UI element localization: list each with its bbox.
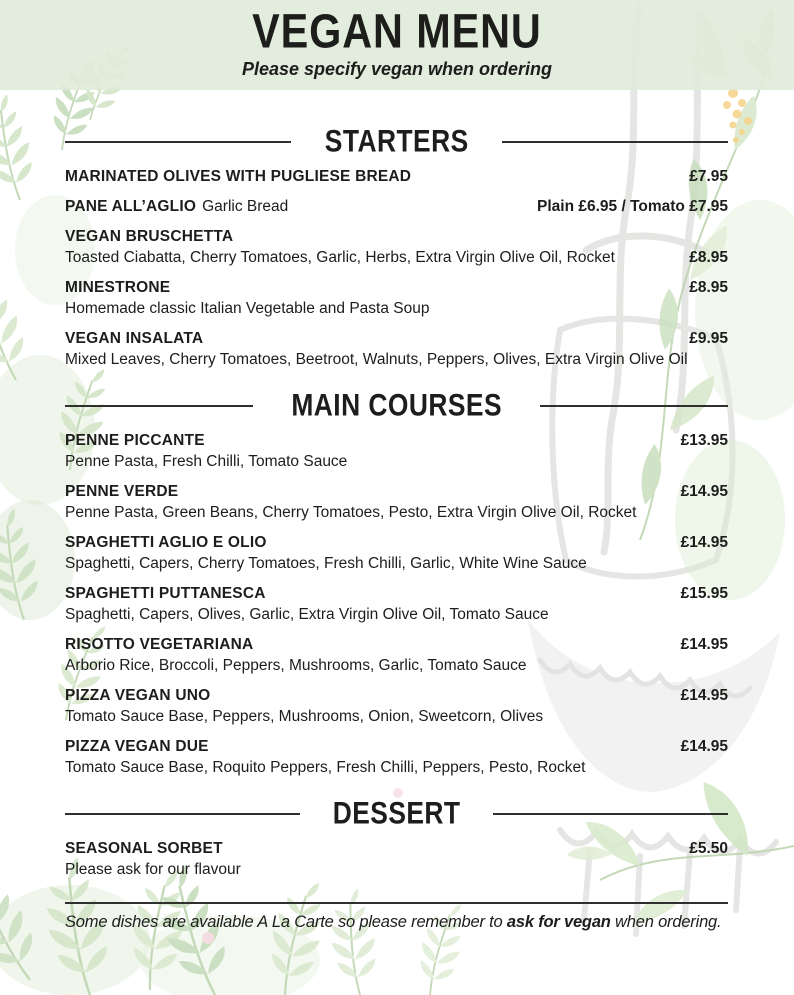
item-description: Spaghetti, Capers, Olives, Garlic, Extra Virgin Olive Oil, Tomato Sauce [65,606,549,623]
footer-note-suffix: when ordering. [610,913,722,931]
page-title: VEGAN MENU [252,3,542,59]
section-header-starters [65,123,728,159]
section-rule-left [65,813,300,815]
footer-note-bold: ask for vegan [506,913,611,931]
item-name: PENNE VERDE [65,483,179,500]
item-description: Arborio Rice, Broccoli, Peppers, Mushrooms, Garlic, Tomato Sauce [65,657,527,674]
item-price: £14.95 [680,738,728,755]
item-description: Mixed Leaves, Cherry Tomatoes, Beetroot, Walnuts, Peppers, Olives, Extra Virgin Olive Oil [65,351,688,368]
section-rule-left [65,405,253,407]
item-price: £14.95 [680,534,728,551]
menu-item-seasonal-sorbet [65,838,728,880]
item-price: £14.95 [680,687,728,704]
section-rule-right [540,405,728,407]
item-price: £8.95 [689,249,728,266]
item-description: Please ask for our flavour [65,861,241,878]
item-name-group [65,196,288,217]
menu-item-minestrone [65,277,728,319]
menu-item-vegan-bruschetta [65,226,728,268]
item-name: VEGAN BRUSCHETTA [65,228,234,245]
item-name-note: Garlic Bread [202,198,289,215]
menu-item-pizza-vegan-uno [65,685,728,727]
section-title: MAIN COURSES [291,387,502,423]
page-subtitle: Please specify vegan when ordering [241,59,553,79]
item-description: Tomato Sauce Base, Peppers, Mushrooms, Onion, Sweetcorn, Olives [65,708,544,725]
menu-item-vegan-insalata [65,328,728,370]
item-name: SEASONAL SORBET [65,840,223,857]
footer-note-prefix: Some dishes are available A La Carte so please remember to [65,913,507,931]
item-price: £7.95 [689,168,728,185]
section-rule-right [502,141,728,143]
item-description: Homemade classic Italian Vegetable and Pasta Soup [65,300,430,317]
section-rule-left [65,141,291,143]
item-price: £14.95 [680,483,728,500]
item-description: Penne Pasta, Fresh Chilli, Tomato Sauce [65,453,348,470]
item-name: PIZZA VEGAN UNO [65,687,211,704]
item-price: £15.95 [680,585,728,602]
menu-item-spaghetti-puttanesca [65,583,728,625]
item-name: PENNE PICCANTE [65,432,205,449]
section-title: DESSERT [332,795,461,831]
section-rule-right [493,813,728,815]
item-description: Spaghetti, Capers, Cherry Tomatoes, Fresh Chilli, Garlic, White Wine Sauce [65,555,587,572]
menu-item-risotto-vegetariana [65,634,728,676]
section-header-dessert [65,795,728,831]
item-name: PANE ALL’AGLIO [65,198,197,215]
item-name: SPAGHETTI PUTTANESCA [65,585,266,602]
item-name: SPAGHETTI AGLIO E OLIO [65,534,267,551]
item-description: Toasted Ciabatta, Cherry Tomatoes, Garlic, Herbs, Extra Virgin Olive Oil, Rocket [65,249,615,266]
menu-item-pizza-vegan-due [65,736,728,778]
menu-item-penne-piccante [65,430,728,472]
menu-content [65,90,728,932]
item-name: MARINATED OLIVES WITH PUGLIESE BREAD [65,168,412,185]
item-name: PIZZA VEGAN DUE [65,738,209,755]
item-price: £5.50 [689,840,728,857]
footer-rule [65,902,728,904]
item-name: VEGAN INSALATA [65,330,204,347]
item-price: £9.95 [689,330,728,347]
footer-note [65,913,728,932]
item-name: MINESTRONE [65,279,171,296]
item-price: £13.95 [680,432,728,449]
item-price: £8.95 [689,279,728,296]
item-description: Tomato Sauce Base, Roquito Peppers, Fresh Chilli, Peppers, Pesto, Rocket [65,759,586,776]
item-price: Plain £6.95 / Tomato £7.95 [537,198,728,215]
menu-header [0,0,794,90]
item-description: Penne Pasta, Green Beans, Cherry Tomatoes, Pesto, Extra Virgin Olive Oil, Rocket [65,504,637,521]
section-title: STARTERS [324,123,469,159]
menu-item-marinated-olives [65,166,728,187]
menu-item-pane-allaglio [65,196,728,217]
menu-item-penne-verde [65,481,728,523]
item-price: £14.95 [680,636,728,653]
section-header-main-courses [65,387,728,423]
item-name: RISOTTO VEGETARIANA [65,636,254,653]
menu-item-spaghetti-aglio-e-olio [65,532,728,574]
